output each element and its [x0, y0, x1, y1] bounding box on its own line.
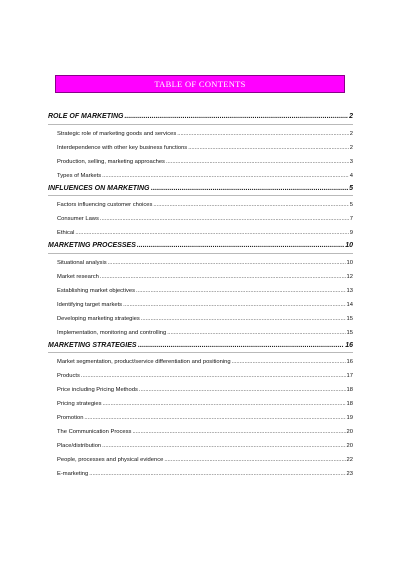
toc-page-number: 13: [346, 287, 353, 294]
dot-leader: [138, 340, 345, 353]
toc-entry-row[interactable]: [48, 355, 353, 369]
toc-entry-title: Pricing strategies: [57, 401, 102, 408]
dot-leader: [102, 397, 345, 411]
toc-page-number: 10: [346, 259, 353, 266]
dot-leader: [89, 467, 345, 481]
dot-leader: [167, 326, 345, 340]
toc-entry-row[interactable]: [48, 298, 353, 312]
toc-page-number: 2: [349, 113, 353, 120]
toc-entry-row[interactable]: [48, 425, 353, 439]
toc-entry-title: Identifying target markets: [57, 301, 123, 308]
toc-section-row[interactable]: [48, 340, 353, 354]
dot-leader: [232, 355, 346, 369]
toc-entry-title: Price including Pricing Methods: [57, 387, 138, 394]
toc-entry-row[interactable]: [48, 284, 353, 298]
toc-entry-row[interactable]: [48, 127, 353, 141]
toc-page-number: 3: [349, 158, 353, 165]
toc-page-number: 12: [346, 273, 353, 280]
dot-leader: [188, 141, 349, 155]
toc-page-number: 2: [349, 130, 353, 137]
toc-entry-row[interactable]: [48, 226, 353, 240]
toc-entry-row[interactable]: [48, 397, 353, 411]
toc-page-number: 9: [349, 230, 353, 237]
dot-leader: [84, 411, 345, 425]
toc-entry-title: Production, selling, marketing approaches: [57, 158, 165, 165]
toc-entry-row[interactable]: [48, 212, 353, 226]
toc-page-number: 5: [349, 202, 353, 209]
dot-leader: [177, 127, 349, 141]
toc-entry-title: Place/distribution: [57, 443, 102, 450]
table-of-contents: [48, 111, 353, 481]
toc-entry-title: Situational analysis: [57, 259, 107, 266]
toc-entry-row[interactable]: [48, 169, 353, 183]
toc-entry-title: Factors influencing customer choices: [57, 202, 153, 209]
toc-page-number: 23: [346, 471, 353, 478]
toc-page-number: 22: [346, 457, 353, 464]
dot-leader: [100, 212, 349, 226]
dot-leader: [139, 383, 346, 397]
toc-page-number: 18: [346, 387, 353, 394]
dot-leader: [151, 183, 349, 196]
dot-leader: [141, 312, 346, 326]
toc-entry-row[interactable]: [48, 383, 353, 397]
toc-page-number: 15: [346, 329, 353, 336]
toc-page-number: 18: [346, 401, 353, 408]
toc-entry-row[interactable]: [48, 256, 353, 270]
toc-page-number: 19: [346, 415, 353, 422]
toc-page-number: 15: [346, 315, 353, 322]
toc-title: TABLE OF CONTENTS: [154, 79, 246, 89]
dot-leader: [166, 155, 349, 169]
dot-leader: [137, 240, 344, 253]
toc-entry-title: Market segmentation, product/service differentiation and positioning: [57, 359, 231, 366]
toc-entry-row[interactable]: [48, 312, 353, 326]
toc-entry-title: Ethical: [57, 230, 75, 237]
dot-leader: [136, 284, 346, 298]
toc-page-number: 4: [349, 172, 353, 179]
toc-entry-title: Products: [57, 373, 80, 380]
toc-entry-row[interactable]: [48, 326, 353, 340]
dot-leader: [100, 270, 346, 284]
toc-title-banner: [55, 75, 345, 93]
toc-section-title: MARKETING PROCESSES: [48, 242, 136, 250]
dot-leader: [102, 439, 345, 453]
toc-entry-row[interactable]: [48, 439, 353, 453]
toc-page-number: 5: [349, 184, 353, 192]
toc-entry-title: Promotion: [57, 415, 84, 422]
toc-entry-title: Consumer Laws: [57, 216, 99, 223]
toc-entry-title: People, processes and physical evidence: [57, 457, 164, 464]
toc-page-number: 20: [346, 429, 353, 436]
toc-entry-title: Establishing market objectives: [57, 287, 135, 294]
toc-entry-title: Market research: [57, 273, 99, 280]
toc-page-number: 16: [346, 359, 353, 366]
dot-leader: [153, 198, 348, 212]
toc-entry-row[interactable]: [48, 411, 353, 425]
toc-page-number: 2: [349, 144, 353, 151]
toc-page-number: 17: [346, 373, 353, 380]
toc-entry-title: E-marketing: [57, 471, 89, 478]
toc-entry-row[interactable]: [48, 155, 353, 169]
toc-entry-row[interactable]: [48, 369, 353, 383]
dot-leader: [164, 453, 345, 467]
toc-page-number: 14: [346, 301, 353, 308]
toc-section-row[interactable]: [48, 111, 353, 125]
toc-entry-title: Strategic role of marketing goods and services: [57, 130, 177, 137]
toc-section-title: INFLUENCES ON MARKETING: [48, 184, 150, 192]
toc-page-number: 16: [345, 341, 353, 349]
toc-entry-row[interactable]: [48, 198, 353, 212]
toc-section-row[interactable]: [48, 183, 353, 197]
dot-leader: [108, 256, 346, 270]
toc-entry-title: Interdependence with other key business functions: [57, 144, 188, 151]
toc-entry-row[interactable]: [48, 141, 353, 155]
toc-section-row[interactable]: [48, 240, 353, 254]
toc-page-number: 7: [349, 216, 353, 223]
toc-entry-title: Implementation, monitoring and controlling: [57, 329, 167, 336]
dot-leader: [132, 425, 345, 439]
toc-section-title: ROLE OF MARKETING: [48, 113, 124, 120]
toc-entry-title: Types of Markets: [57, 172, 102, 179]
dot-leader: [102, 169, 349, 183]
toc-page-number: 10: [345, 242, 353, 250]
toc-entry-title: The Communication Process: [57, 429, 132, 436]
toc-entry-title: Developing marketing strategies: [57, 315, 140, 322]
toc-section-title: MARKETING STRATEGIES: [48, 341, 137, 349]
toc-entry-row[interactable]: [48, 453, 353, 467]
dot-leader: [81, 369, 346, 383]
dot-leader: [124, 111, 348, 124]
toc-entry-row[interactable]: [48, 270, 353, 284]
toc-page-number: 20: [346, 443, 353, 450]
dot-leader: [75, 226, 348, 240]
dot-leader: [123, 298, 345, 312]
toc-entry-row[interactable]: [48, 467, 353, 481]
